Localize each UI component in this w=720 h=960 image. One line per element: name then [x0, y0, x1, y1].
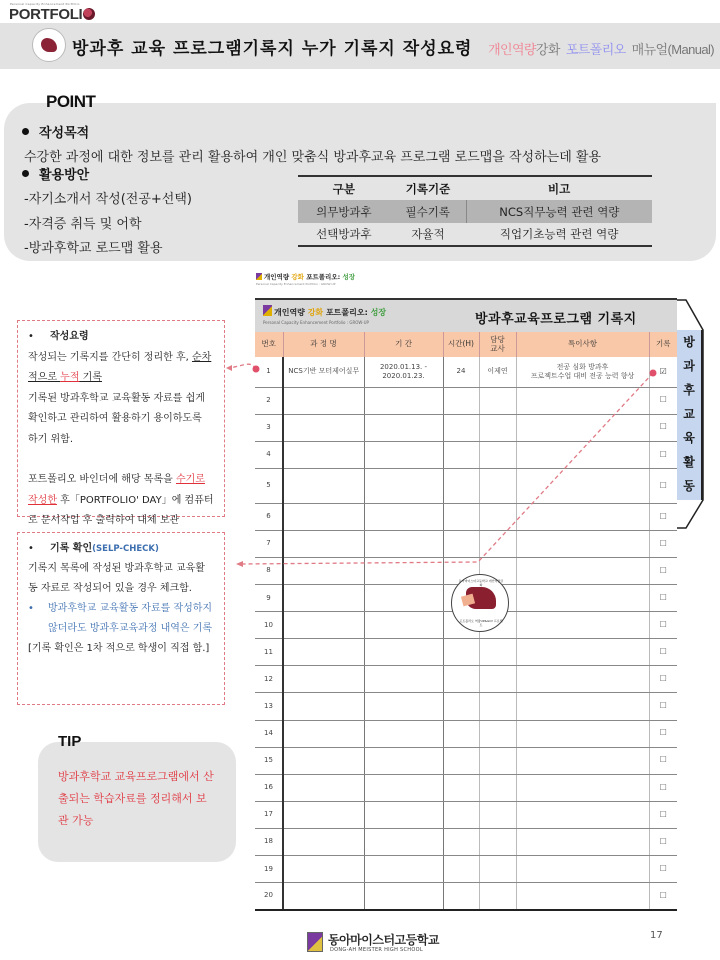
school-name-en: DONG-AH MEISTER HIGH SCHOOL	[330, 947, 423, 953]
checked-box-icon[interactable]: ☑	[659, 366, 667, 376]
brand-subtitle: Personal Capacity Enhancement Portfolio : GROW-UP	[256, 282, 336, 286]
table-row	[255, 666, 677, 693]
row-record-checkbox[interactable]	[649, 612, 677, 639]
brand-part: 포트폴리오:	[303, 273, 343, 281]
row-period[interactable]	[364, 585, 443, 612]
row-number: 10	[255, 612, 283, 639]
text: 작성되는 기록지를 간단히 정리한 후,	[28, 351, 192, 363]
row-period[interactable]	[364, 441, 443, 468]
empty-checkbox-icon[interactable]: ☐	[659, 890, 667, 900]
empty-checkbox-icon[interactable]: ☐	[659, 480, 667, 490]
usage-item: -방과후학교 로드맵 활용	[24, 241, 163, 256]
row-notes[interactable]	[516, 503, 649, 530]
criteria-row	[298, 223, 652, 246]
point-title: POINT	[46, 92, 96, 111]
row-period[interactable]	[364, 666, 443, 693]
col-teacher-line: 담당	[490, 334, 505, 344]
empty-checkbox-icon[interactable]: ☐	[659, 728, 667, 738]
row-notes[interactable]	[516, 585, 649, 612]
note-heading	[28, 539, 214, 559]
brand-part: 개인역량	[274, 308, 308, 317]
school-name: 동아마이스터고등학교	[328, 933, 439, 947]
row-period[interactable]	[364, 639, 443, 666]
row-course[interactable]	[283, 774, 364, 801]
row-period[interactable]	[364, 414, 443, 441]
page-number: 17	[650, 930, 663, 941]
row-number: 4	[255, 441, 283, 468]
row-hours[interactable]	[443, 530, 479, 557]
school-logo-icon	[307, 932, 323, 952]
row-number: 14	[255, 720, 283, 747]
side-tab-char: 동	[683, 479, 695, 493]
row-teacher[interactable]: 이제연	[479, 357, 516, 387]
row-number: 17	[255, 801, 283, 828]
note-line: 전공 심화 방과후	[556, 362, 609, 371]
row-period[interactable]	[364, 612, 443, 639]
logo-o-badge-icon	[83, 8, 95, 20]
note-sub-bullet	[28, 599, 214, 639]
table-row	[255, 720, 677, 747]
table-row	[255, 441, 677, 468]
row-number: 18	[255, 828, 283, 855]
note-sub-text: 방과후학교 교육활동 자료를 작성하지 않더라도 방과후교육과정 내역은 기록	[48, 603, 213, 634]
side-tab-char: 활	[683, 455, 695, 469]
row-teacher[interactable]	[479, 387, 516, 414]
table-row	[255, 856, 677, 883]
brand-subtitle: Personal Capacity Enhancement Portfolio : GROW-UP	[263, 320, 369, 325]
row-hours[interactable]	[443, 666, 479, 693]
period-end: 2020.01.23.	[382, 371, 425, 380]
row-course[interactable]	[283, 387, 364, 414]
col-course: 과 정 명	[283, 332, 364, 357]
bullet: •	[28, 603, 34, 614]
row-notes[interactable]	[516, 357, 649, 387]
row-number: 5	[255, 468, 283, 503]
row-hours[interactable]	[443, 387, 479, 414]
brand-part: 개인역량	[264, 273, 292, 281]
criteria-table	[298, 175, 652, 247]
col-teacher-line: 교사	[490, 343, 505, 353]
empty-checkbox-icon[interactable]: ☐	[659, 511, 667, 521]
empty-checkbox-icon[interactable]: ☐	[659, 647, 667, 657]
empty-checkbox-icon[interactable]: ☐	[659, 836, 667, 846]
row-course[interactable]: NCS기반 모터제어실무	[283, 357, 364, 387]
criteria-row	[298, 200, 652, 223]
table-row	[255, 774, 677, 801]
row-hours[interactable]	[443, 468, 479, 503]
row-number: 13	[255, 693, 283, 720]
usage-item: -자격증 취득 및 어학	[24, 217, 142, 232]
form-title: 방과후교육프로그램 기록지	[475, 312, 637, 327]
table-row	[255, 747, 677, 774]
brand-logo-icon	[256, 273, 262, 280]
form-brand	[263, 305, 386, 325]
row-period[interactable]	[364, 828, 443, 855]
row-period[interactable]	[364, 720, 443, 747]
note-heading	[28, 327, 214, 348]
red-underlined-text: 수기로 작성한	[28, 474, 205, 506]
empty-checkbox-icon[interactable]: ☐	[659, 755, 667, 765]
table-row	[255, 357, 677, 387]
row-teacher[interactable]	[479, 720, 516, 747]
bullet-dot-icon	[22, 170, 29, 177]
portfolio-logo-text: PORTFOLI	[9, 6, 83, 23]
empty-checkbox-icon[interactable]: ☐	[659, 620, 667, 629]
row-period[interactable]	[364, 557, 443, 584]
brand-logo-icon	[263, 305, 272, 316]
side-tab-char: 방	[683, 335, 695, 349]
row-period[interactable]	[364, 530, 443, 557]
col-teacher	[479, 332, 516, 357]
table-row	[255, 639, 677, 666]
row-period[interactable]	[364, 503, 443, 530]
row-notes[interactable]	[516, 828, 649, 855]
sticker-top-text: 동아마이스터고등학교 개인역량강화	[458, 579, 504, 587]
row-period[interactable]	[364, 747, 443, 774]
form-header	[255, 298, 677, 332]
row-number: 9	[255, 585, 283, 612]
row-number: 12	[255, 666, 283, 693]
tip-text: 방과후학교 교육프로그램에서 산출되는 학습자료를 정리해서 보관 가능	[58, 770, 214, 827]
criteria-cell: 직업기초능력 관련 역량	[499, 227, 619, 241]
row-record-checkbox[interactable]	[649, 557, 677, 584]
empty-checkbox-icon[interactable]: ☐	[659, 863, 667, 873]
note-paragraph: [기록 확인은 1차 적으로 학생이 직접 함.]	[28, 643, 210, 654]
criteria-cell: 필수기록	[405, 204, 450, 219]
empty-checkbox-icon[interactable]: ☐	[659, 565, 667, 575]
table-row	[255, 828, 677, 855]
table-row	[255, 468, 677, 503]
page-title: 방과후 교육 프로그램기록지 누가 기록지 작성요령	[72, 39, 473, 59]
table-row	[255, 693, 677, 720]
row-notes[interactable]	[516, 883, 649, 910]
row-hours[interactable]	[443, 503, 479, 530]
portfolio-logo	[9, 6, 95, 23]
manual-label-manual: 매뉴얼(Manual)	[631, 42, 714, 57]
row-number: 2	[255, 387, 283, 414]
row-notes[interactable]	[516, 774, 649, 801]
purpose-text: 수강한 과정에 대한 정보를 관리 활용하여 개인 맞춤식 방과후교육 프로그램 로드맵을 작성하는데 활용	[24, 150, 602, 165]
empty-checkbox-icon[interactable]: ☐	[659, 592, 667, 602]
row-record-checkbox[interactable]	[649, 720, 677, 747]
row-teacher[interactable]	[479, 468, 516, 503]
criteria-header: 비고	[548, 181, 571, 196]
row-hours[interactable]	[443, 883, 479, 910]
row-notes[interactable]	[516, 639, 649, 666]
empty-checkbox-icon[interactable]: ☐	[659, 449, 667, 459]
row-record-checkbox[interactable]	[649, 856, 677, 883]
row-notes[interactable]	[516, 801, 649, 828]
row-hours[interactable]	[443, 747, 479, 774]
row-teacher[interactable]	[479, 693, 516, 720]
row-course[interactable]	[283, 557, 364, 584]
spacer	[28, 450, 214, 470]
criteria-header: 구분	[332, 181, 355, 196]
row-course[interactable]	[283, 883, 364, 910]
brand-part: 포트폴리오:	[323, 308, 371, 317]
table-row	[255, 414, 677, 441]
row-record-checkbox[interactable]	[649, 414, 677, 441]
row-course[interactable]	[283, 530, 364, 557]
side-tab-char: 교	[683, 407, 695, 421]
sticker-bottom-text: 포트폴리오 역량UP&GO! 프로젝트	[459, 619, 503, 627]
period-start: 2020.01.13. -	[379, 362, 428, 371]
row-course[interactable]	[283, 468, 364, 503]
row-teacher[interactable]	[479, 441, 516, 468]
row-teacher[interactable]	[479, 747, 516, 774]
manual-label-gray: 강화	[535, 42, 560, 57]
criteria-cell: 선택방과후	[316, 227, 372, 241]
row-course[interactable]	[283, 693, 364, 720]
school-emblem-icon	[32, 28, 66, 62]
row-course[interactable]	[283, 666, 364, 693]
row-notes[interactable]	[516, 666, 649, 693]
empty-checkbox-icon[interactable]: ☐	[659, 701, 667, 711]
top-tagline: Personal Capacity Enhancement Portfolio	[10, 2, 80, 6]
row-record-checkbox[interactable]	[649, 530, 677, 557]
row-teacher[interactable]	[479, 666, 516, 693]
row-period[interactable]	[364, 693, 443, 720]
manual-label-red: 개인역량	[488, 42, 536, 57]
row-course[interactable]	[283, 720, 364, 747]
row-number: 6	[255, 503, 283, 530]
row-period[interactable]	[364, 357, 443, 387]
brand-part: 성장	[342, 273, 356, 281]
tip-title: TIP	[58, 733, 82, 750]
row-teacher[interactable]	[479, 530, 516, 557]
col-record: 기록	[649, 332, 677, 357]
row-number: 1	[255, 357, 283, 387]
row-number: 19	[255, 856, 283, 883]
bullet: •	[28, 543, 34, 554]
row-period[interactable]	[364, 856, 443, 883]
table-row	[255, 801, 677, 828]
row-hours[interactable]	[443, 856, 479, 883]
row-record-checkbox[interactable]	[649, 828, 677, 855]
row-record-checkbox[interactable]	[649, 801, 677, 828]
row-number: 20	[255, 883, 283, 910]
row-period[interactable]	[364, 774, 443, 801]
row-notes[interactable]	[516, 468, 649, 503]
row-teacher[interactable]	[479, 856, 516, 883]
row-hours[interactable]	[443, 441, 479, 468]
row-course[interactable]	[283, 612, 364, 639]
row-teacher[interactable]	[479, 774, 516, 801]
row-teacher[interactable]	[479, 639, 516, 666]
criteria-header: 기록기준	[405, 181, 451, 196]
criteria-cell: 자율적	[411, 227, 445, 241]
row-course[interactable]	[283, 441, 364, 468]
row-teacher[interactable]	[479, 828, 516, 855]
note-paragraph	[28, 348, 214, 389]
text: 후「PORTFOLIO' DAY」에 컴퓨터로 문서작업 후 출력하여 대체 보관	[28, 494, 214, 526]
row-record-checkbox[interactable]	[649, 639, 677, 666]
row-record-checkbox[interactable]	[649, 468, 677, 503]
side-tab-char: 과	[683, 359, 695, 373]
table-row	[255, 530, 677, 557]
purpose-heading-text: 작성목적	[39, 126, 90, 141]
table-row	[255, 387, 677, 414]
table-row	[255, 503, 677, 530]
row-notes[interactable]	[516, 441, 649, 468]
underlined-text: 순차적으로	[28, 351, 212, 383]
table-row	[255, 883, 677, 910]
row-period[interactable]	[364, 883, 443, 910]
row-record-checkbox[interactable]	[649, 693, 677, 720]
empty-checkbox-icon[interactable]: ☐	[659, 422, 667, 432]
col-number: 번호	[255, 332, 283, 357]
manual-label-blue: 포트폴리오	[565, 42, 626, 57]
row-notes[interactable]	[516, 612, 649, 639]
usage-heading-text: 활용방안	[39, 168, 90, 183]
writing-guide-note	[17, 320, 225, 526]
row-period[interactable]	[364, 468, 443, 503]
bullet-dot-icon	[22, 128, 29, 135]
row-hours[interactable]	[443, 720, 479, 747]
row-course[interactable]	[283, 801, 364, 828]
row-record-checkbox[interactable]	[649, 585, 677, 612]
row-hours[interactable]	[443, 801, 479, 828]
row-course[interactable]	[283, 747, 364, 774]
row-record-checkbox[interactable]	[649, 883, 677, 910]
school-sticker-icon	[451, 574, 509, 632]
row-record-checkbox[interactable]	[649, 774, 677, 801]
brand-part: 강화	[291, 273, 304, 281]
row-teacher[interactable]	[479, 801, 516, 828]
purpose-heading	[22, 122, 89, 141]
row-record-checkbox[interactable]	[649, 441, 677, 468]
row-number: 8	[255, 557, 283, 584]
row-teacher[interactable]	[479, 503, 516, 530]
note-paragraph	[28, 470, 214, 532]
brand-part: 강화	[307, 308, 324, 317]
row-record-checkbox[interactable]	[649, 666, 677, 693]
usage-item: -자기소개서 작성(전공+선택)	[24, 192, 192, 207]
side-tab-char: 육	[683, 431, 695, 445]
row-course[interactable]	[283, 828, 364, 855]
row-hours[interactable]	[443, 774, 479, 801]
row-course[interactable]	[283, 585, 364, 612]
row-period[interactable]	[364, 387, 443, 414]
row-notes[interactable]	[516, 414, 649, 441]
empty-checkbox-icon[interactable]: ☐	[659, 674, 667, 684]
text: 포트폴리오 바인더에 해당 목록을	[28, 474, 176, 485]
col-notes: 특이사항	[516, 332, 649, 357]
row-record-checkbox[interactable]	[649, 387, 677, 414]
row-notes[interactable]	[516, 856, 649, 883]
empty-checkbox-icon[interactable]: ☐	[659, 809, 667, 819]
row-notes[interactable]	[516, 747, 649, 774]
self-check-note	[17, 532, 225, 705]
tip-panel	[38, 742, 236, 862]
row-period[interactable]	[364, 801, 443, 828]
row-notes[interactable]	[516, 557, 649, 584]
col-hours: 시간(H)	[443, 332, 479, 357]
row-number: 16	[255, 774, 283, 801]
underlined-text: 기록	[79, 372, 102, 383]
empty-checkbox-icon[interactable]: ☐	[659, 538, 667, 548]
side-tab-char: 후	[683, 383, 695, 397]
row-hours[interactable]: 24	[443, 357, 479, 387]
mini-brand-label	[256, 272, 355, 286]
row-number: 15	[255, 747, 283, 774]
criteria-cell: NCS직무능력 관련 역량	[466, 200, 652, 223]
red-underlined-text: 누적	[60, 372, 80, 383]
empty-checkbox-icon[interactable]: ☐	[659, 782, 667, 792]
row-course[interactable]	[283, 414, 364, 441]
row-teacher[interactable]	[479, 883, 516, 910]
bullet: •	[28, 331, 34, 342]
brand-part: 성장	[370, 308, 387, 317]
row-notes[interactable]	[516, 387, 649, 414]
note-heading-sub: (SELP-CHECK)	[92, 544, 159, 554]
row-number: 7	[255, 530, 283, 557]
row-hours[interactable]	[443, 828, 479, 855]
row-course[interactable]	[283, 639, 364, 666]
header-bar	[0, 23, 720, 69]
row-notes[interactable]	[516, 693, 649, 720]
criteria-cell: 의무방과후	[316, 204, 372, 219]
row-number: 3	[255, 414, 283, 441]
note-line: 프로젝트수업 대비 전공 능력 향상	[530, 371, 635, 380]
row-notes[interactable]	[516, 530, 649, 557]
row-course[interactable]	[283, 856, 364, 883]
row-number: 11	[255, 639, 283, 666]
row-record-checkbox[interactable]	[649, 503, 677, 530]
col-period: 기 간	[364, 332, 443, 357]
row-teacher[interactable]	[479, 414, 516, 441]
row-hours[interactable]	[443, 693, 479, 720]
side-tab-label	[677, 330, 703, 500]
row-course[interactable]	[283, 503, 364, 530]
note-heading-text: 작성요령	[50, 331, 89, 342]
manual-label	[488, 39, 714, 58]
row-record-checkbox[interactable]	[649, 747, 677, 774]
note-paragraph: 기록된 방과후학교 교육활동 자료를 쉽게 확인하고 관리하여 활용하기 용이하도록 하기 위함.	[28, 392, 205, 445]
usage-heading	[22, 164, 89, 183]
row-record-checkbox[interactable]	[649, 357, 677, 387]
empty-checkbox-icon[interactable]: ☐	[659, 395, 667, 405]
row-hours[interactable]	[443, 639, 479, 666]
row-hours[interactable]	[443, 414, 479, 441]
row-notes[interactable]	[516, 720, 649, 747]
note-heading-text: 기록 확인	[50, 543, 93, 554]
note-paragraph: 기록지 목록에 작성된 방과후학교 교육활동 자료로 작성되어 있을 경우 체크함.	[28, 563, 205, 594]
